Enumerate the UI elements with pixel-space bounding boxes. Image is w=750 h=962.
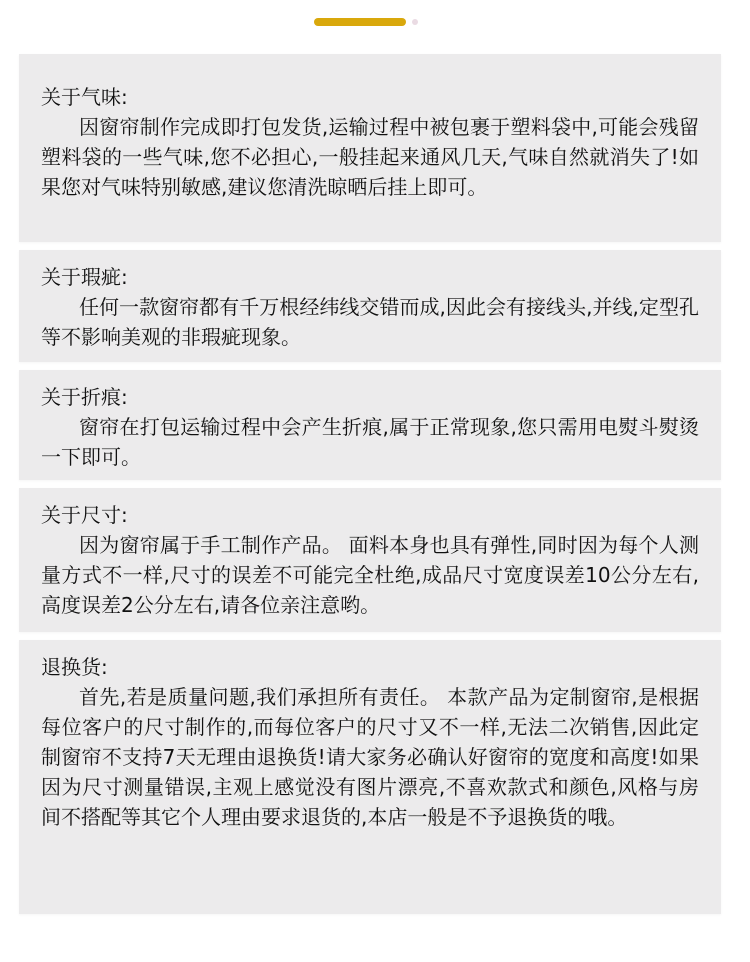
carousel-indicator-active[interactable]	[314, 18, 406, 26]
section-title: 关于折痕:	[41, 385, 128, 409]
section-body: 因窗帘制作完成即打包发货,运输过程中被包裹于塑料袋中,可能会残留塑料袋的一些气味,您不必担心,一般挂起来通风几天,气味自然就消失了!如果您对气味特别敏感,建议您清洗晾晒后挂上即可。	[41, 115, 699, 199]
section-body: 首先,若是质量问题,我们承担所有责任。 本款产品为定制窗帘,是根据每位客户的尺寸制作的,而每位客户的尺寸又不一样,无法二次销售,因此定制窗帘不支持7天无理由退换货!请大家务必确认好窗帘的宽度和高度!如果因为尺寸测量错误,主观上感觉没有图片漂亮,不喜欢款式和颜色,风格与房间不搭配等其它个人理由要求退货的,本店一般是不予退换货的哦。	[41, 685, 699, 829]
section-odor	[19, 54, 721, 242]
carousel-indicator-dot[interactable]	[412, 19, 418, 25]
section-body: 窗帘在打包运输过程中会产生折痕,属于正常现象,您只需用电熨斗熨烫一下即可。	[41, 415, 699, 469]
section-body: 因为窗帘属于手工制作产品。 面料本身也具有弹性,同时因为每个人测量方式不一样,尺寸的误差不可能完全杜绝,成品尺寸宽度误差10公分左右,高度误差2公分左右,请各位亲注意哟。	[41, 533, 699, 617]
section-title: 关于瑕疵:	[41, 265, 128, 289]
section-flaw	[19, 250, 721, 362]
section-size	[19, 488, 721, 632]
section-title: 关于尺寸:	[41, 503, 128, 527]
section-body: 任何一款窗帘都有千万根经纬线交错而成,因此会有接线头,并线,定型孔等不影响美观的非瑕疵现象。	[41, 295, 699, 349]
carousel-indicator	[0, 18, 750, 28]
section-crease	[19, 370, 721, 480]
section-title: 退换货:	[41, 655, 108, 679]
section-title: 关于气味:	[41, 85, 128, 109]
section-return-policy	[19, 640, 721, 914]
